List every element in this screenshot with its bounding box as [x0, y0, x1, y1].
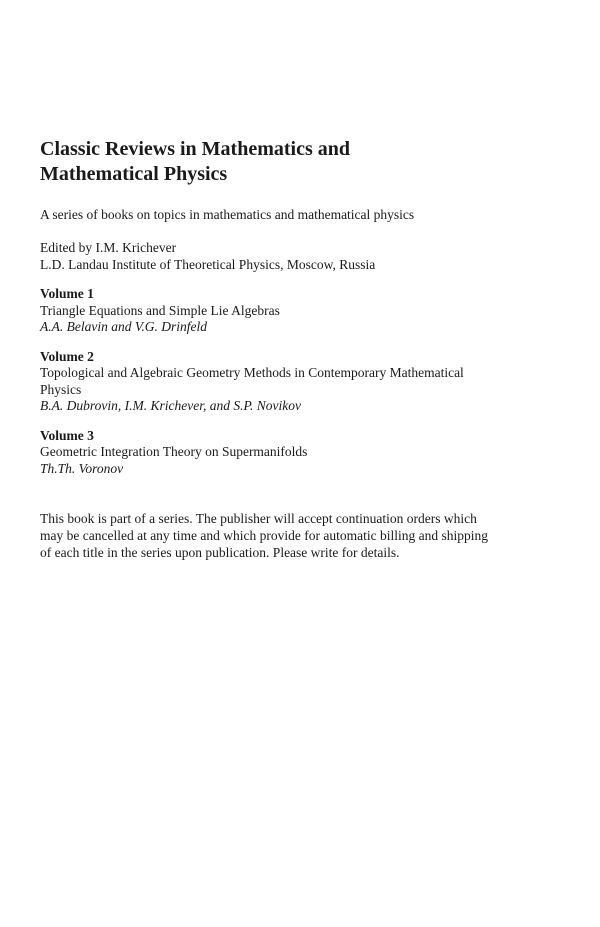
editor-affiliation: L.D. Landau Institute of Theoretical Physics, Moscow, Russia	[40, 257, 376, 272]
series-title-line-1: Classic Reviews in Mathematics and	[40, 138, 350, 160]
volume-2	[40, 349, 560, 415]
note-line-1: This book is part of a series. The publisher will accept continuation orders which	[40, 511, 477, 526]
note-line-2: may be cancelled at any time and which provide for automatic billing and shipping	[40, 528, 488, 543]
editor-block	[40, 239, 560, 273]
volume-label: Volume 2	[40, 348, 94, 364]
volume-title-continued: Physics	[40, 381, 82, 397]
volume-title: Triangle Equations and Simple Lie Algebras	[40, 302, 280, 318]
series-description: A series of books on topics in mathematics and mathematical physics	[40, 207, 415, 222]
volume-authors: B.A. Dubrovin, I.M. Krichever, and S.P. Novikov	[40, 398, 301, 413]
volume-1	[40, 286, 560, 336]
volume-authors: Th.Th. Voronov	[40, 460, 124, 476]
note-line-3: of each title in the series upon publication. Please write for details.	[40, 545, 400, 560]
volume-3	[40, 428, 560, 478]
volume-label: Volume 1	[40, 286, 94, 301]
series-title-line-2: Mathematical Physics	[40, 163, 228, 185]
series-note	[40, 510, 550, 561]
page-content	[40, 137, 560, 561]
editor-name: Edited by I.M. Krichever	[40, 240, 177, 255]
series-title	[40, 137, 400, 187]
volume-title: Geometric Integration Theory on Supermanifolds	[40, 444, 308, 459]
volume-label: Volume 3	[40, 427, 94, 443]
volume-authors: A.A. Belavin and V.G. Drinfeld	[40, 319, 207, 334]
volume-title: Topological and Algebraic Geometry Methods in Contemporary Mathematical	[40, 365, 464, 380]
